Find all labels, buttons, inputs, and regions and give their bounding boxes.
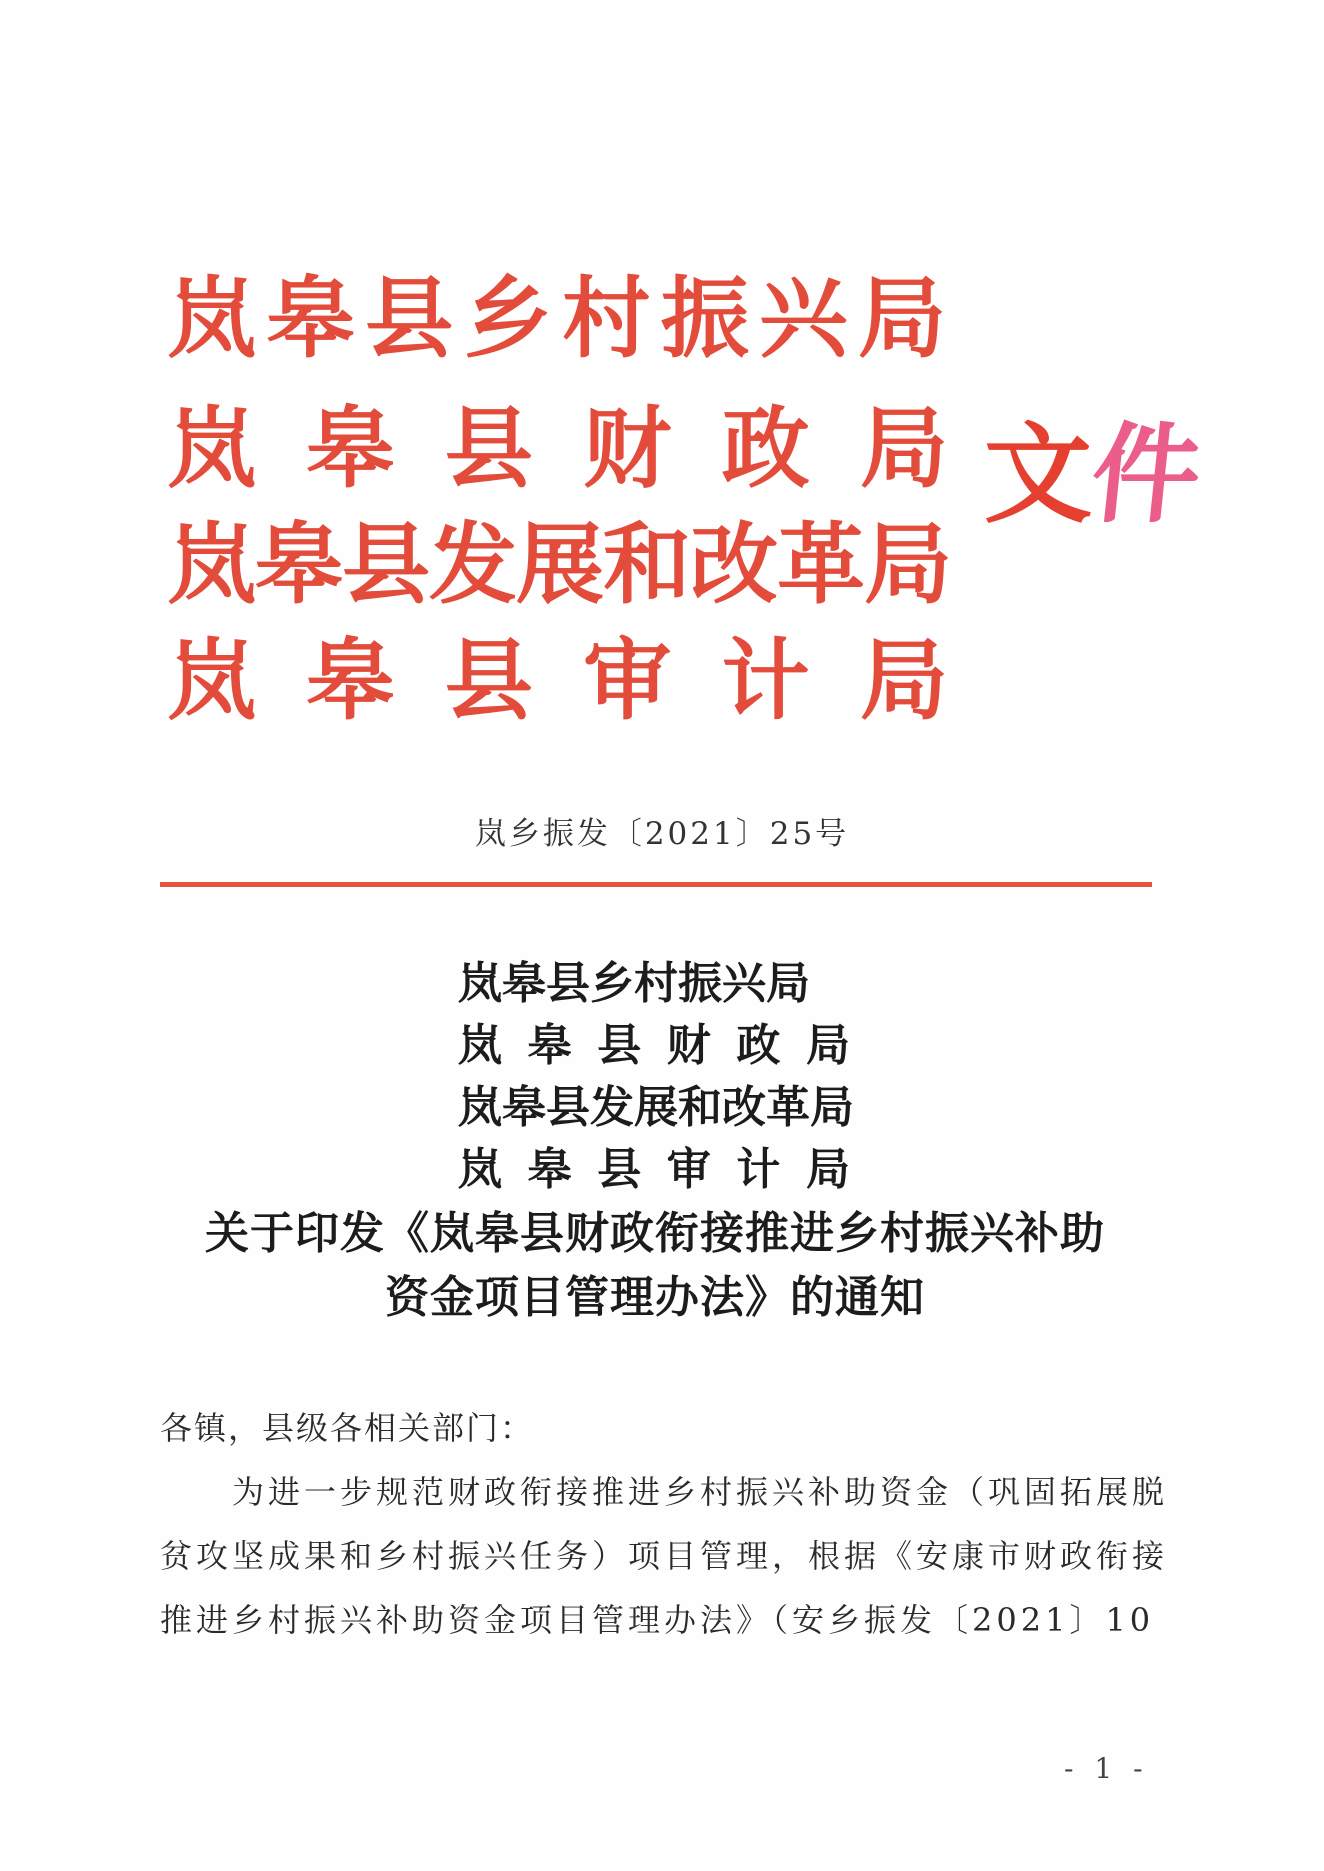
title-issuer-rural-revitalization: 岚皋县乡村振兴局 [458, 958, 810, 1009]
page-number: - 1 - [1064, 1752, 1149, 1785]
letterhead-file-mark [984, 410, 1207, 540]
title-issuer-audit: 岚皋县审计局 [458, 1144, 850, 1195]
title-subject-line-1: 关于印发《岚皋县财政衔接推进乡村振兴补助 [205, 1208, 1105, 1259]
letterhead-issuer-audit: 岚皋县审计局 [168, 628, 948, 732]
document-number: 岚乡振发〔2021〕25号 [474, 816, 850, 852]
file-mark-char-2: 件 [1085, 412, 1207, 538]
title-issuer-finance: 岚皋县财政局 [458, 1020, 850, 1071]
title-subject-line-2: 资金项目管理办法》的通知 [385, 1272, 925, 1323]
title-issuer-development-reform: 岚皋县发展和改革局 [458, 1082, 854, 1133]
body-line-1: 为进一步规范财政衔接推进乡村振兴补助资金（巩固拓展脱 [232, 1473, 1169, 1511]
body-line-3: 推进乡村振兴补助资金项目管理办法》（安乡振发〔2021〕10 [160, 1601, 1155, 1639]
red-divider-line [160, 882, 1152, 887]
salutation: 各镇，县级各相关部门： [160, 1409, 535, 1447]
file-mark-char-1: 文 [984, 412, 1093, 538]
letterhead-issuer-development-reform: 岚皋县发展和改革局 [168, 512, 952, 616]
body-line-2: 贫攻坚成果和乡村振兴任务）项目管理，根据《安康市财政衔接 [160, 1537, 1169, 1575]
letterhead-issuer-rural-revitalization: 岚皋县乡村振兴局 [168, 266, 948, 370]
letterhead-issuer-finance: 岚皋县财政局 [168, 396, 948, 500]
